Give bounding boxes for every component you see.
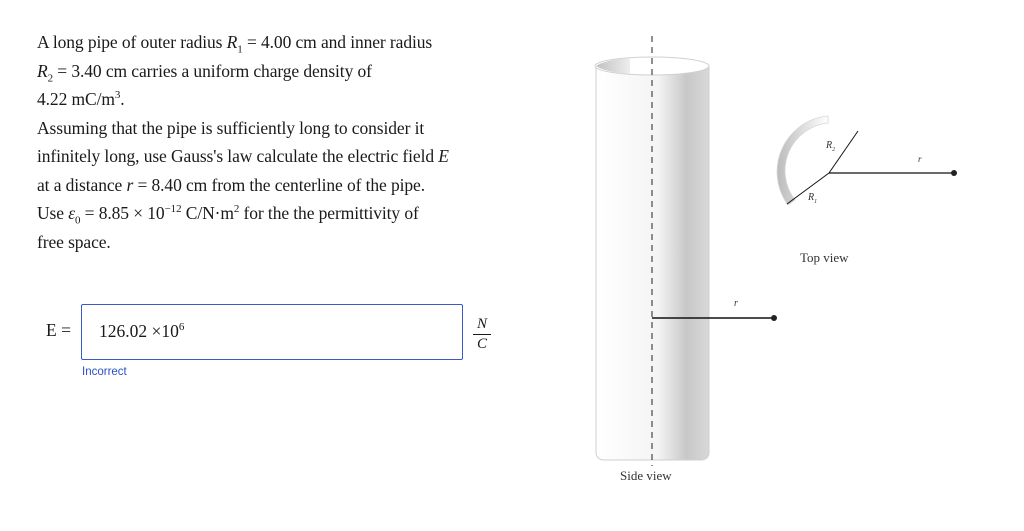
r-symbol: r [126, 174, 134, 195]
problem-text: = 8.40 cm from the centerline of the pipe. [133, 174, 425, 195]
answer-exponent: 6 [178, 321, 185, 334]
r2-label [825, 140, 835, 153]
problem-text: = 3.40 cm carries a uniform charge density of [53, 60, 372, 81]
pipe-cross-section-arc [777, 116, 828, 205]
problem-text: Use [37, 203, 69, 223]
top-r-point [951, 170, 957, 176]
side-view-caption: Side view [620, 468, 672, 483]
r1-label-letter: R [808, 192, 815, 203]
problem-text: = 4.00 cm and inner radius [242, 32, 433, 52]
side-view [595, 36, 777, 483]
r1-symbol: R [226, 32, 238, 52]
r2-subscript: 2 [47, 72, 53, 84]
problem-text: A long pipe of outer radius [37, 32, 227, 52]
top-r-label: r [918, 154, 922, 164]
problem-text: for the the permittivity of [239, 203, 419, 223]
side-r-point [771, 315, 777, 321]
e-symbol: E [438, 146, 449, 166]
problem-line-4: Assuming that the pipe is sufficiently long to consider it [37, 117, 425, 138]
problem-text: at a distance [37, 174, 127, 195]
r2-symbol: R [37, 60, 48, 81]
epsilon-subscript: 0 [75, 214, 81, 227]
cubic-exponent: 3 [114, 89, 121, 102]
problem-line-8: free space. [37, 231, 111, 252]
answer-label: E = [46, 320, 71, 340]
feedback-status: Incorrect [82, 366, 127, 378]
epsilon-symbol: ε [68, 203, 75, 223]
squared-exponent: 2 [233, 203, 240, 216]
charge-density-value: 4.22 mC/m [37, 89, 115, 109]
top-view [777, 116, 957, 265]
r1-label-subscript: 1 [814, 199, 818, 205]
unit-numerator: N [476, 316, 487, 332]
permittivity-exponent: −12 [164, 203, 182, 216]
problem-text: . [120, 89, 125, 109]
answer-mantissa: 126.02 ×10 [99, 321, 179, 341]
top-view-caption: Top view [800, 250, 849, 265]
problem-text: = 8.85 × 10 [80, 203, 165, 223]
r1-subscript: 1 [237, 43, 243, 56]
r1-label [807, 192, 817, 205]
r2-label-letter: R [826, 140, 833, 151]
side-r-label: r [734, 298, 738, 309]
r2-label-subscript: 2 [832, 147, 836, 153]
unit-denominator: C [476, 336, 487, 352]
problem-text: infinitely long, use Gauss's law calculate the electric field [37, 146, 439, 166]
problem-text: C/N·m [181, 203, 234, 223]
